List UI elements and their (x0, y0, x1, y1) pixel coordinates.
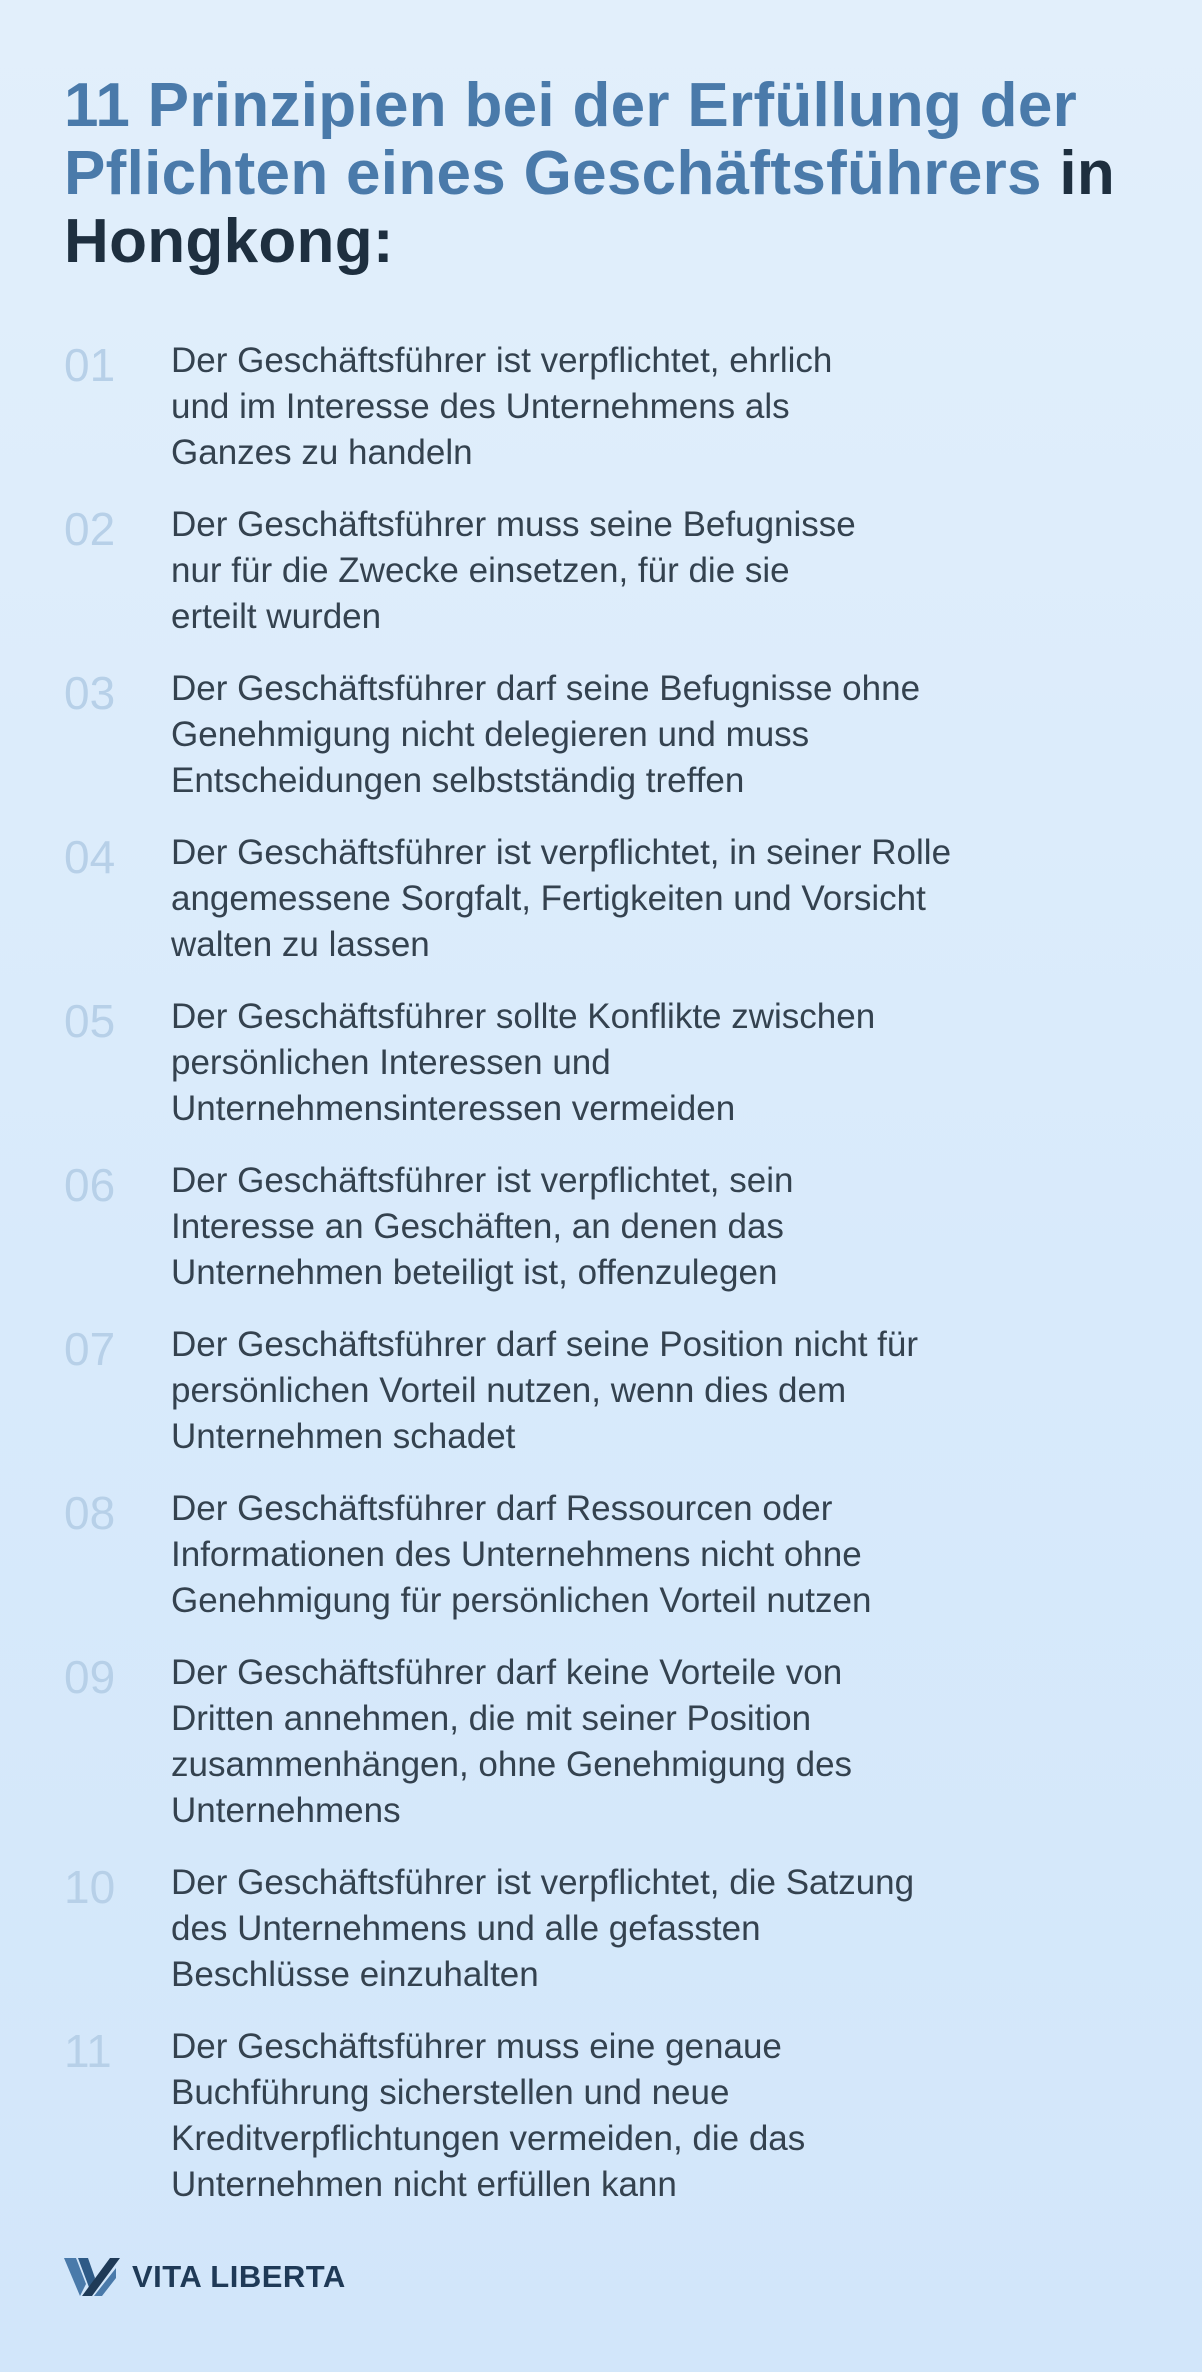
principle-number: 06 (64, 1159, 116, 1211)
list-item (0, 1860, 1202, 1998)
principle-number: 02 (64, 503, 116, 555)
principle-text (171, 1158, 1111, 1296)
principles-list (0, 338, 1202, 2234)
principle-text-line: persönlichen Vorteil nutzen, wenn dies dem (171, 1371, 847, 1410)
list-item (0, 994, 1202, 1132)
footer-logo (64, 2256, 346, 2298)
principle-text-line: Der Geschäftsführer darf keine Vorteile von (171, 1653, 843, 1692)
principle-number: 04 (64, 831, 116, 883)
principle-text-line: angemessene Sorgfalt, Fertigkeiten und Vorsicht (171, 879, 926, 918)
principle-text-line: des Unternehmens und alle gefassten (171, 1909, 761, 1948)
principle-text-line: Der Geschäftsführer ist verpflichtet, in seiner Rolle (171, 833, 952, 872)
principle-number: 01 (64, 339, 116, 391)
principle-text-line: Der Geschäftsführer darf Ressourcen oder (171, 1489, 833, 1528)
principle-text-line: Der Geschäftsführer ist verpflichtet, die Satzung (171, 1863, 915, 1902)
principle-text-line: Unternehmens (171, 1791, 401, 1830)
list-item (0, 830, 1202, 968)
list-item (0, 1650, 1202, 1834)
principle-number: 08 (64, 1487, 116, 1539)
principle-text-line: Unternehmensinteressen vermeiden (171, 1089, 736, 1128)
principle-text (171, 1322, 1111, 1460)
principle-text (171, 830, 1111, 968)
principle-text-line: Der Geschäftsführer darf seine Position nicht für (171, 1325, 919, 1364)
page-title (64, 72, 1144, 276)
title-highlight: 11 Prinzipien bei der Erfüllung der Pflichten eines Geschäftsführers (64, 71, 1078, 208)
principle-text (171, 1860, 1111, 1998)
principle-text-line: Der Geschäftsführer sollte Konflikte zwischen (171, 997, 876, 1036)
principle-text-line: Der Geschäftsführer muss seine Befugnisse (171, 505, 856, 544)
principle-number: 10 (64, 1861, 116, 1913)
list-item (0, 2024, 1202, 2208)
list-item (0, 1322, 1202, 1460)
principle-text-line: Kreditverpflichtungen vermeiden, die das (171, 2119, 806, 2158)
principle-text (171, 1486, 1111, 1624)
principle-text-line: Genehmigung für persönlichen Vorteil nutzen (171, 1581, 872, 1620)
principle-text-line: walten zu lassen (171, 925, 430, 964)
principle-text-line: Der Geschäftsführer darf seine Befugnisse ohne (171, 669, 921, 708)
principle-text-line: Der Geschäftsführer muss eine genaue (171, 2027, 782, 2066)
list-item (0, 666, 1202, 804)
principle-text (171, 1650, 1111, 1834)
principle-text (171, 2024, 1111, 2208)
list-item (0, 502, 1202, 640)
list-item (0, 1158, 1202, 1296)
principle-text-line: erteilt wurden (171, 597, 382, 636)
principle-text (171, 666, 1111, 804)
principle-text-line: Ganzes zu handeln (171, 433, 473, 472)
principle-text-line: Dritten annehmen, die mit seiner Position (171, 1699, 812, 1738)
principle-text-line: Der Geschäftsführer ist verpflichtet, sein (171, 1161, 794, 1200)
principle-number: 11 (64, 2025, 112, 2077)
principle-text-line: nur für die Zwecke einsetzen, für die sie (171, 551, 790, 590)
principle-text-line: persönlichen Interessen und (171, 1043, 611, 1082)
logo-text: VITA LIBERTA (132, 2259, 346, 2294)
principle-number: 07 (64, 1323, 116, 1375)
principle-text-line: zusammenhängen, ohne Genehmigung des (171, 1745, 853, 1784)
principle-text (171, 502, 1111, 640)
principle-text-line: Buchführung sicherstellen und neue (171, 2073, 730, 2112)
principle-text-line: Unternehmen schadet (171, 1417, 516, 1456)
principle-text-line: Interesse an Geschäften, an denen das (171, 1207, 784, 1246)
title-location: in Hongkong: (64, 139, 1116, 276)
principle-text-line: Der Geschäftsführer ist verpflichtet, ehrlich (171, 341, 833, 380)
principle-text-line: Unternehmen beteiligt ist, offenzulegen (171, 1253, 778, 1292)
principle-number: 03 (64, 667, 116, 719)
principle-text-line: Entscheidungen selbstständig treffen (171, 761, 745, 800)
principle-number: 09 (64, 1651, 116, 1703)
principle-text-line: Informationen des Unternehmens nicht ohne (171, 1535, 862, 1574)
principle-text-line: Unternehmen nicht erfüllen kann (171, 2165, 677, 2204)
principle-text (171, 338, 1111, 476)
principle-number: 05 (64, 995, 116, 1047)
principle-text-line: und im Interesse des Unternehmens als (171, 387, 790, 426)
principle-text-line: Genehmigung nicht delegieren und muss (171, 715, 810, 754)
principle-text (171, 994, 1111, 1132)
list-item (0, 338, 1202, 476)
list-item (0, 1486, 1202, 1624)
vita-liberta-logo-icon (64, 2256, 120, 2298)
principle-text-line: Beschlüsse einzuhalten (171, 1955, 539, 1994)
